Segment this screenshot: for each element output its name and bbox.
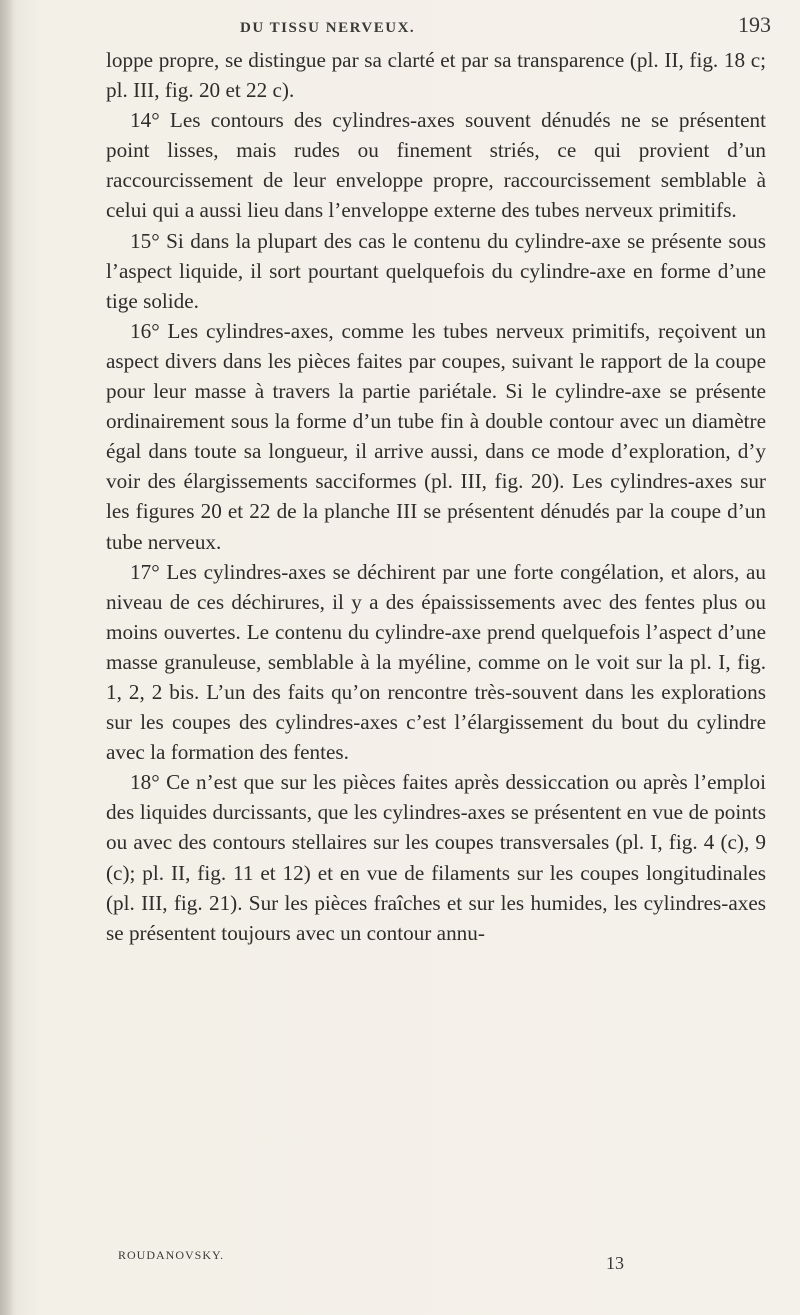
page-header xyxy=(0,10,800,46)
running-head: DU TISSU NERVEUX. xyxy=(240,20,416,36)
page-footer xyxy=(118,1248,758,1278)
page-number: 193 xyxy=(738,12,771,37)
page-gutter-shadow xyxy=(0,0,14,1315)
paragraph-18: 18° Ce n’est que sur les pièces faites après dessiccation ou après l’emploi des liquides durcissants, que les cylindres-axes se présentent en vue de points ou avec des contours stellaires sur les coupes transversales (pl. I, fig. 4 (c), 9 (c); pl. II, fig. 11 et 12) et en vue de filaments sur les coupes longitudinales (pl. III, fig. 21). Sur les pièces fraîches et sur les humides, les cylindres-axes se présentent toujours avec un contour annu- xyxy=(106,770,766,945)
sheet-number: 13 xyxy=(606,1253,624,1273)
paragraph-17: 17° Les cylindres-axes se déchirent par une forte congélation, et alors, au niveau de ces déchirures, il y a des épaississements avec des fentes plus ou moins ouvertes. Le contenu du cylindre-axe prend quelquefois l’aspect d’une masse granuleuse, semblable à la myéline, comme on le voit sur la pl. I, fig. 1, 2, 2 bis. L’un des faits qu’on rencontre très-souvent dans les explorations sur les coupes des cylindres-axes c’est l’élargissement du bout du cylindre avec la formation des fentes. xyxy=(106,559,766,765)
printer-signature: ROUDANOVSKY. xyxy=(118,1248,225,1262)
paragraph-15: 15° Si dans la plupart des cas le contenu du cylindre-axe se présente sous l’aspect liquide, il sort pourtant quelquefois du cylindre-axe en forme d’une tige solide. xyxy=(106,228,766,313)
body-text xyxy=(106,45,766,948)
paragraph-continuation: loppe propre, se distingue par sa clarté et par sa transparence (pl. II, fig. 18 c; pl. III, fig. 20 et 22 c). xyxy=(106,48,766,103)
paragraph-16: 16° Les cylindres-axes, comme les tubes nerveux primitifs, reçoivent un aspect divers dans les pièces faites par coupes, suivant le rapport de la coupe pour leur masse à travers la partie pariétale. Si le cylindre-axe se présente ordinairement sous la forme d’un tube fin à double contour avec un diamètre égal dans toute sa longueur, il arrive aussi, dans ce mode d’exploration, d’y voir des élargissements sacciformes (pl. III, fig. 20). Les cylindres-axes sur les figures 20 et 22 de la planche III se présentent dénudés par la coupe d’un tube nerveux. xyxy=(106,318,766,554)
paragraph-14: 14° Les contours des cylindres-axes souvent dénudés ne se présentent point lisses, mais rudes ou finement striés, ce qui provient d’un raccourcissement de leur enveloppe propre, raccourcissement semblable à celui qui a aussi lieu dans l’enveloppe externe des tubes nerveux primitifs. xyxy=(106,108,766,223)
